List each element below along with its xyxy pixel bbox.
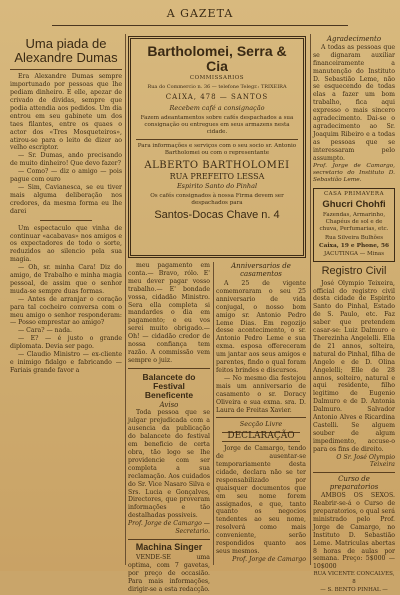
paragraph: Jorge de Camargo, tendo de ausentar-se temporariamente desta cidade, declara não se ter responsabilizado por quaisquer documentos que em seu nome forem assignados, e que, tanto quanto os negocios tendentes ao seu nome, resolverá como mais conveniente, serão respondidos quanto aos seus mesmos. <box>216 445 306 555</box>
paragraph: — E? — é justo o grande diplomata. Devia ser pago. <box>10 335 122 351</box>
machina-title: Machina Singer <box>135 541 203 552</box>
paragraph: José Olympio Teixeira, official do registro civil desta cidade de Espirito Santo do Pinhal, Estado de S. Paulo, etc. Faz saber que pretendem casar-se: Luiz Dalmuro e Therezinha Angelelli. Ella de 21 annos, solteira, natural do Pinhal, filha de Angelo e de D. Olina Angelelli; Elle de 28 annos, solteiro, natural e aqui residente, filho legitimo de Eugenio Dalmuro e de D. Antonia Dalmuro. Salvador Antonio Alves e Ricardina Castelli. Se alguem souber de algum impedimento, accuse-o para os fins de direito. <box>313 279 395 453</box>
ad-body: Fazem adeantamentos sobre cafés despachados a sua consignação ou entregues em seus armazens nesta cidade. <box>140 115 294 136</box>
paragraph: meu pagamento em conta.— Bravo, rólo. E' meu dever pagar vosso trabalho.— E' bondade vossa, cidadão Ministro. Sera ella completa si mandardes o dia em pagamento; e eu vos serei muito obrigado.— Oh! — cidadão credor de nossa confiança tem razão. A commissão vem sempre o juiz. <box>128 262 210 364</box>
festival-title: Balancete do Festival Beneficente <box>142 371 196 400</box>
ad-address: Rua do Commercio n. 36 — telefone Telegr.: TRIXEIRA <box>147 84 287 91</box>
registro-title: Registro Civil <box>321 265 387 278</box>
column-rule <box>125 34 126 565</box>
left-column <box>10 34 122 564</box>
ad-title: Bartholomei, Serra & Cia <box>147 43 287 74</box>
paragraph: — Cara? — nada. <box>18 327 72 335</box>
casa-city: JACUTINGA — Minas <box>323 251 385 258</box>
masthead <box>0 0 400 34</box>
left-headline: Uma piada de Alexandre Dumas <box>14 36 118 65</box>
ad-rep-street: RUA PREFEITO LESSA <box>169 172 265 182</box>
newspaper-title: A GAZETA <box>166 7 234 20</box>
middle-column <box>128 262 210 594</box>
ad-rep-name: ALBERTO BARTHOLOMEI <box>144 160 290 172</box>
paragraph: — Sr. Dumas, ando precisando de muito dinheiro! Que devo fazer? <box>10 152 122 168</box>
column-rule <box>310 34 311 565</box>
ad-line-consignacao: Recebem café a consignação <box>169 104 265 113</box>
thanks-signature: Prof. Jorge de Camargo, secretario do Instituto D. Sebastião Leme. <box>313 162 395 183</box>
declaracao-title: DECLARAÇÃO <box>222 432 300 442</box>
paragraph: — Oh, sr. minha Cara! Diz do amigo, de Trabalho e minha magia pessoal, de assim que o senhor muda-se sempre duas formas. <box>10 264 122 295</box>
divider <box>216 417 306 418</box>
divider <box>128 368 210 369</box>
ad-rep-city: Espirito Santo do Pinhal <box>176 182 258 191</box>
paragraph: A 25 de vigente comemoraram o seu 25 anniversario de vida conjugal, o nosso bom amigo sr. Antonio Pedro Leme Dias. Em regozijo desse acontecimento, o sr. Antonio Pedro Leme e sua exma. esposa offereceram um jantar aos seus amigos e parentes, findo o qual foram feitos brindes e discursos. <box>216 280 306 374</box>
aviso-label: Aviso <box>159 400 179 409</box>
thanks-title: Agradecimento <box>326 35 382 43</box>
paragraph: Era Alexandre Dumas sempre importunado por pessoas que lhe pediam dinheiro. E elle, apezar de crivado de dividas, sempre que podia attendia aos pedidos. Um dia entrou em seu gabinete um dos taes filantes, entre os quaes o actor dos «Tres Mosqueteiros», atirou-se para o leito de dizer ao velho escriptor. <box>10 73 122 152</box>
paragraph: — No mesmo dia festejou mais um anniversario de casamento o sr. Doracy Oliveira e sua exma. sra. D. Laura de Freitas Xavier. <box>216 374 306 414</box>
masthead-rule <box>52 25 348 26</box>
paragraph: — Antes de arranjar o coração para tal cocheiro conversa com o meu amigo o senhor responderam: — Posso emprestar ao amigo? <box>10 295 122 327</box>
divider <box>128 539 210 540</box>
paragraph: — Como? — diz o amigo — pois pague com ouro <box>10 168 122 184</box>
paragraph: Toda pessoa que se julgar prejudicada com a ausencia da publicação do balancete do festival em beneficio de certa obra, tão logo se lhe providencie com ser completa a sua reclamação. Aos cuidados do Sr. Vice Nasaro Silva e Srs. Lucia e Gonçalves, Directores, que proveram informações e tão destalhadas possiveis. <box>128 409 210 520</box>
curso-title: Curso de preparatorios <box>329 475 379 492</box>
paragraph: VENDE-SE uma optima, com 7 gavetas, por preço de occasião. Para mais informações, dirigir-se a esta redacção. <box>128 554 210 594</box>
casa-address: Rua Silveira Bulhões <box>324 235 384 242</box>
paragraph: AMBOS OS SEXOS. Reabrir-se-á o Curso de preparatorios, o qual será ministrado pelo Prof. Jorge de Camargo, no Instituto D. Sebastião Leme. Matriculas abertas 8 horas de aulas por semana. Preço: 5$000 — 10$000 <box>313 492 395 571</box>
casa-body: Fazendas, Armarinho, Chapéus de sol e de chuva, Perfumarias, etc. <box>319 212 389 233</box>
paragraph: Um espectaculo que vinha de continuar «acabavas» nos amigos e os expectadores de todo o sorte, reduzidos ao silencio pela sua magia. <box>10 224 122 264</box>
ad-rep-body: Os cafés consignados à nossa Firma devem ser despachados para <box>150 193 284 207</box>
ad-destination: Santos-Docas Chave n. 4 <box>154 209 280 222</box>
casa-caixa: Caixa, 19 e Phone, 56 <box>318 243 390 250</box>
curso-footer: RUA VICENTE CONCALVES, 8 <box>313 571 395 586</box>
column-rule <box>213 262 214 565</box>
paragraph: A todas as pessoas que se dignaram auxiliar financeiramente a manutenção do Instituto D. Sebastião Leme, não se esquecendo de todas elas a fazer um bom trabalho, fica aqui expresso o mais sincero agradecimento. Dai-se o agradecimento ao Sr. Joaquim Ribeiro e a todas as pessoas que se interessaram pelo assumpto. <box>313 43 395 162</box>
secao-livre: Secção Livre <box>239 420 283 429</box>
divider <box>10 69 122 70</box>
divider <box>136 139 298 140</box>
ad-note: Para informações e serviços com o seu socio sr. Antonio Bartholomei ou com o representante <box>137 143 297 157</box>
right-column <box>313 34 395 594</box>
casa-name: Ghucri Chohfi <box>322 199 386 211</box>
anniv-title: Anniversarios de casamentos <box>231 262 291 278</box>
divider <box>313 472 395 473</box>
festival-signature: Prof. Jorge de Camargo — Secretario. <box>128 520 210 536</box>
casa-label: CASA PRIMAVERA <box>323 190 385 197</box>
mid-right-column <box>216 262 306 562</box>
registro-signature: O Sr. José Olympio Teixeira <box>336 453 395 469</box>
casa-primavera-ad <box>313 188 395 263</box>
paragraph: — Sim, Cavianesca, se eu tiver mais alguma deliberação nos credores, da mesma forma eu lhe darei <box>10 183 122 215</box>
declaracao-signature: Prof. Jorge de Camargo <box>232 555 306 563</box>
divider <box>40 220 92 221</box>
ad-caixa: CAIXA, 478 — SANTOS <box>165 93 269 102</box>
bartholomei-advertisement <box>128 36 306 258</box>
paragraph: — Claudio Ministro — ex-cliente e inimigo fidalgo e fabricando — Fariais grande favor a <box>10 351 122 374</box>
curso-footer-2: — S. BENTO PINHAL — <box>320 587 388 594</box>
ad-subtitle: COMMISSARIOS <box>189 75 245 82</box>
